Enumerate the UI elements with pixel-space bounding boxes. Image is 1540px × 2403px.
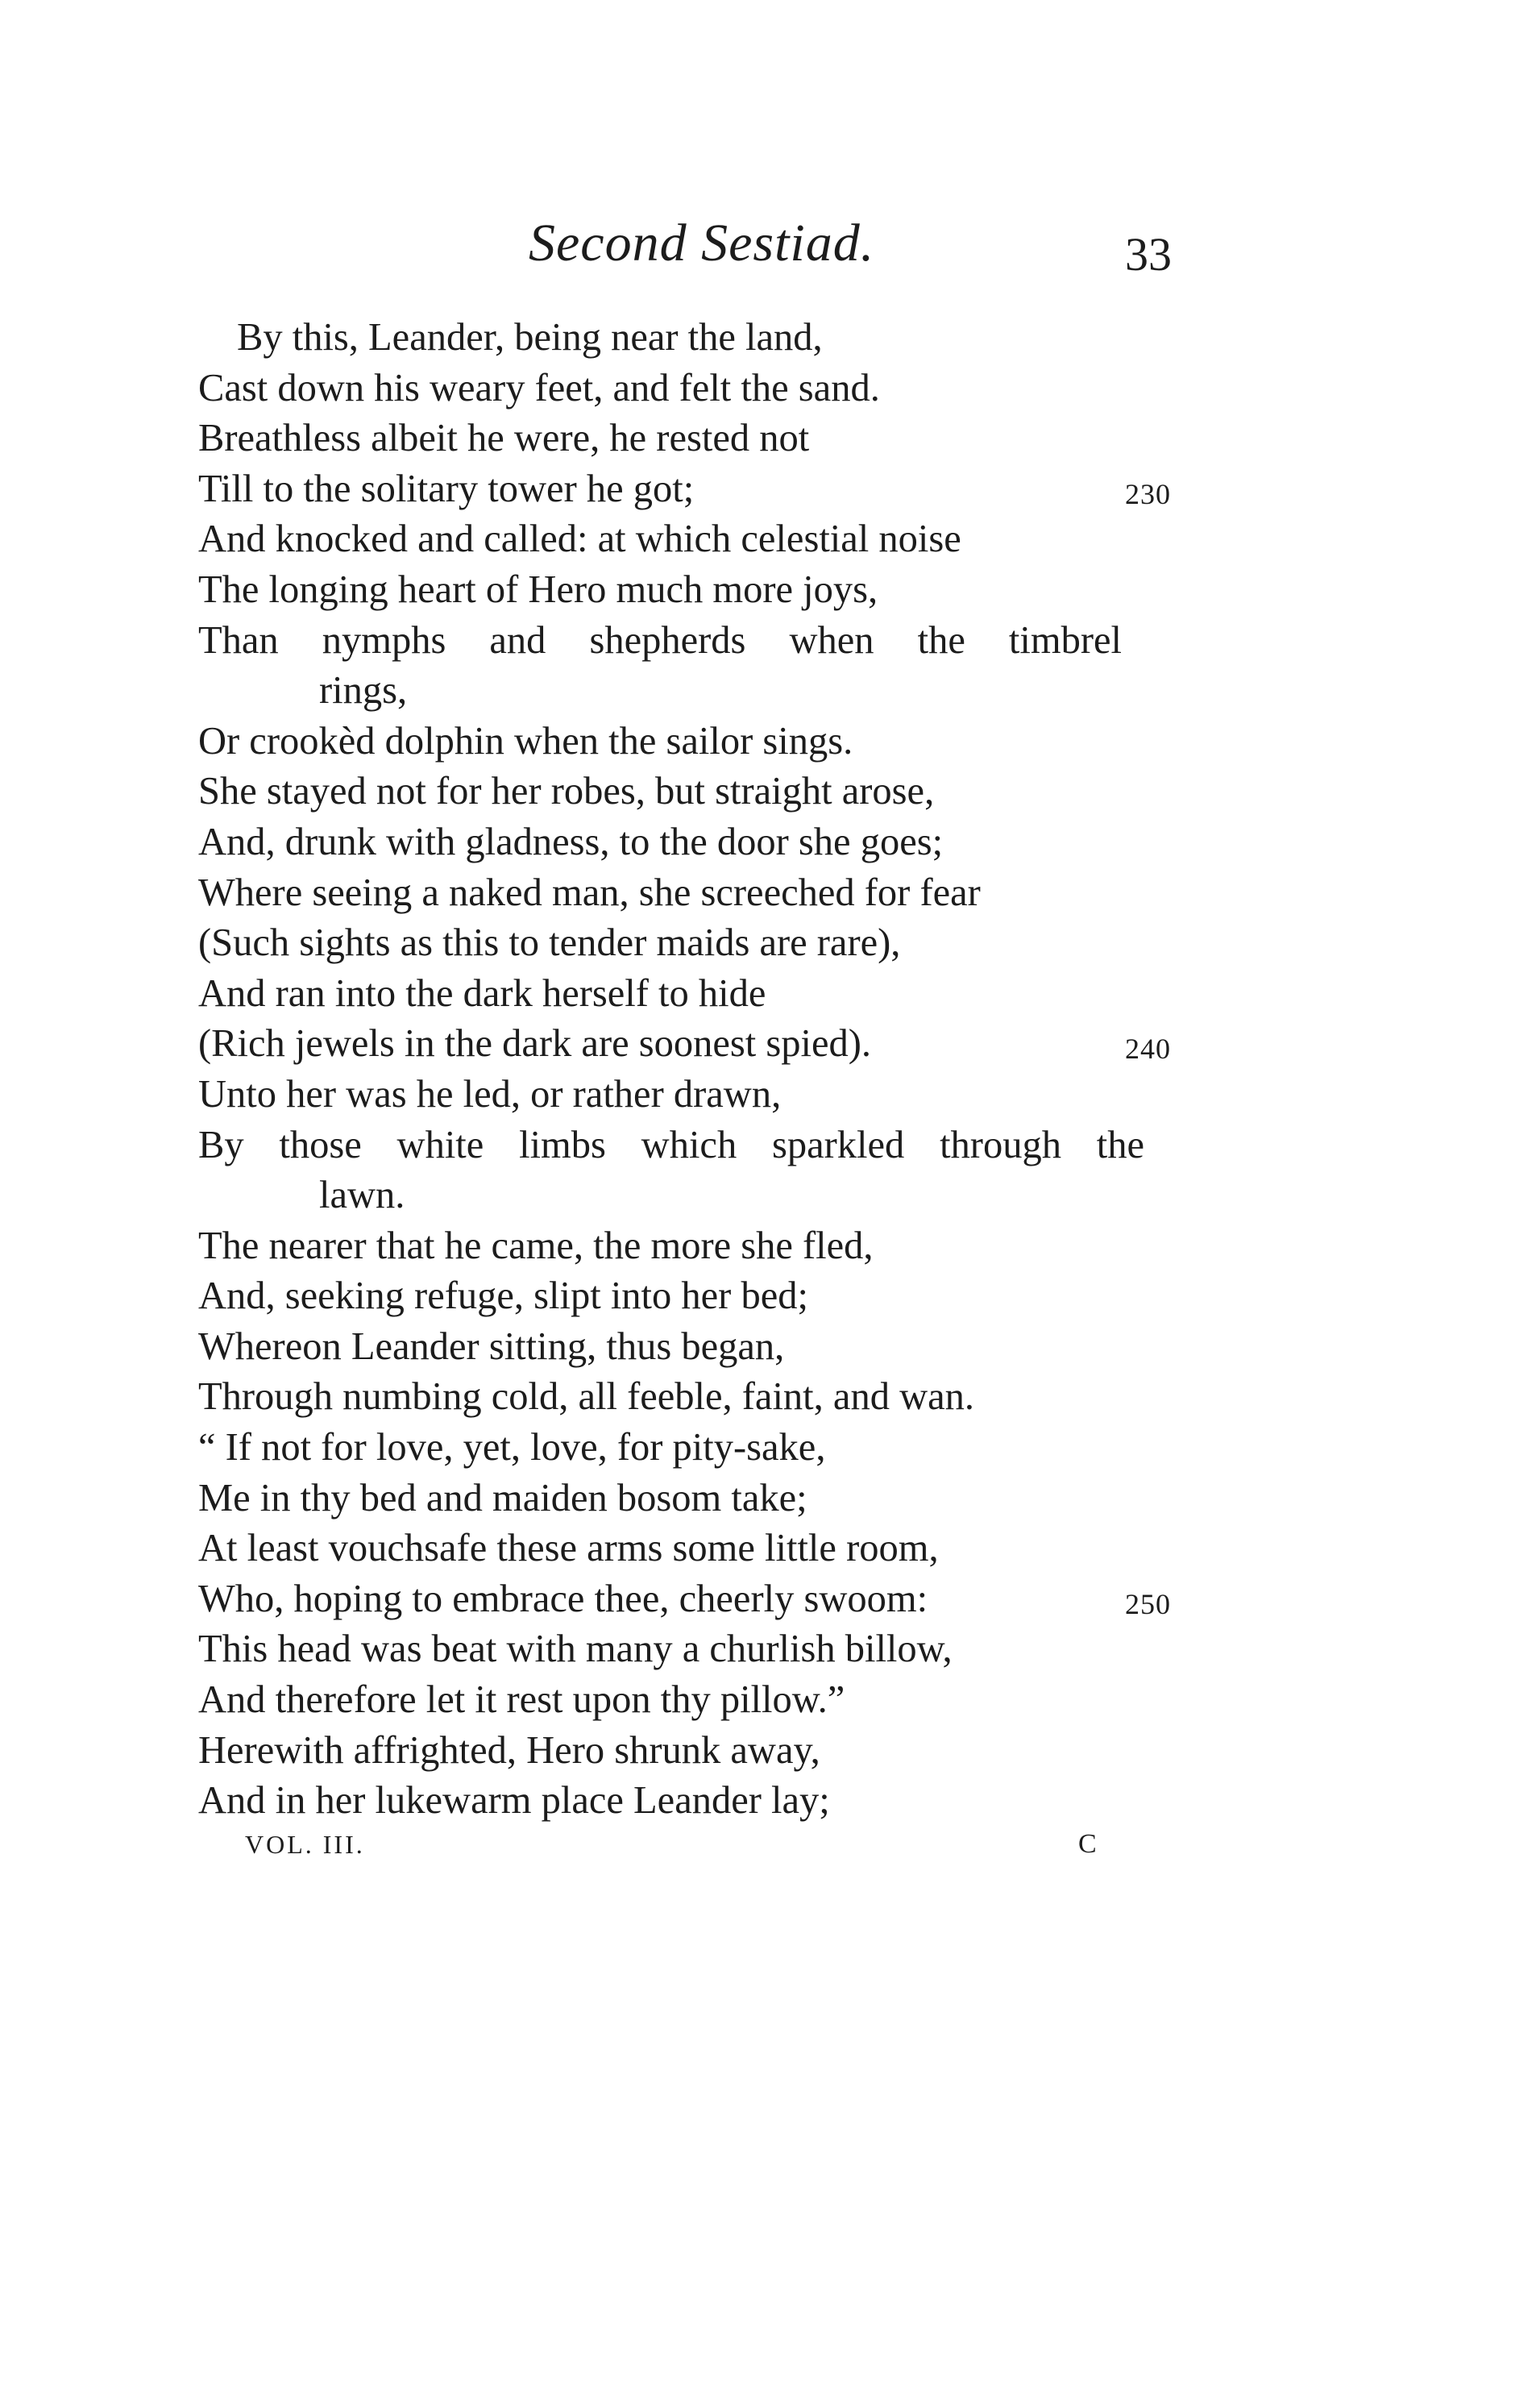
- verse-line: [198, 1574, 1189, 1625]
- verse-line-text: The longing heart of Hero much more joys,: [198, 567, 878, 611]
- running-head: [0, 211, 1540, 281]
- verse-line-text: She stayed not for her robes, but straight arose,: [198, 770, 935, 813]
- verse-line-text: Whereon Leander sitting, thus began,: [198, 1324, 785, 1368]
- verse-line-text: Than nymphs and shepherds when the timbrel: [198, 618, 1122, 662]
- verse-line-text: Through numbing cold, all feeble, faint, and wan.: [198, 1375, 974, 1419]
- verse-line: [198, 414, 1189, 464]
- line-number: 240: [1125, 1033, 1171, 1066]
- volume-signature: VOL. III.: [245, 1830, 365, 1859]
- verse-line: [198, 1120, 1189, 1171]
- verse-line: [198, 918, 1189, 969]
- verse-line: [198, 1726, 1189, 1777]
- verse-line-continuation: [198, 666, 1189, 717]
- verse-line-continuation: [198, 1170, 1189, 1221]
- verse-line-text: And, seeking refuge, slipt into her bed;: [198, 1274, 808, 1318]
- verse-line: [198, 767, 1189, 817]
- verse-line-text: (Rich jewels in the dark are soonest spied).: [198, 1022, 872, 1066]
- verse-line: [198, 1322, 1189, 1373]
- verse-line: [198, 1019, 1189, 1070]
- verse-line: [198, 1070, 1189, 1120]
- verse-line-text: Me in thy bed and maiden bosom take;: [198, 1476, 807, 1520]
- verse-line: [198, 616, 1189, 667]
- verse-line-text: And in her lukewarm place Leander lay;: [198, 1779, 830, 1823]
- verse-line: [198, 1221, 1189, 1272]
- page-number: 33: [1125, 228, 1172, 281]
- verse-line-text: Till to the solitary tower he got;: [198, 467, 695, 510]
- verse-line-text: Or crookèd dolphin when the sailor sings.: [198, 719, 853, 763]
- verse-line-text: Breathless albeit he were, he rested not: [198, 417, 810, 460]
- verse-line-text: lawn.: [319, 1174, 405, 1217]
- page-footer: [0, 1820, 1540, 1869]
- verse-line-text: Unto her was he led, or rather drawn,: [198, 1072, 782, 1116]
- verse-line: [198, 1423, 1189, 1474]
- verse-line: [198, 817, 1189, 868]
- verse-line-text: And ran into the dark herself to hide: [198, 971, 766, 1015]
- verse-line-text: (Such sights as this to tender maids are rare),: [198, 921, 901, 965]
- verse-block: [198, 313, 1189, 1827]
- verse-line-text: Who, hoping to embrace thee, cheerly swoom:: [198, 1577, 928, 1620]
- verse-line: [198, 1675, 1189, 1726]
- verse-line-text: “ If not for love, yet, love, for pity-sake,: [198, 1426, 826, 1470]
- verse-line: [198, 1624, 1189, 1675]
- verse-line: [198, 969, 1189, 1020]
- verse-line: [198, 514, 1189, 565]
- verse-line: [198, 868, 1189, 919]
- verse-line-text: Herewith affrighted, Hero shrunk away,: [198, 1728, 820, 1772]
- verse-line-text: At least vouchsafe these arms some little room,: [198, 1527, 939, 1570]
- verse-line-text: Cast down his weary feet, and felt the sand.: [198, 366, 880, 410]
- verse-line-text: rings,: [319, 669, 408, 713]
- verse-line-text: This head was beat with many a churlish billow,: [198, 1628, 953, 1671]
- verse-line: [198, 1474, 1189, 1524]
- verse-line: [198, 1524, 1189, 1574]
- running-title: Second Sestiad.: [529, 214, 875, 272]
- verse-line-text: Where seeing a naked man, she screeched for fear: [198, 871, 981, 914]
- gathering-mark: C: [1078, 1829, 1097, 1859]
- verse-line: [198, 1271, 1189, 1322]
- verse-line: [198, 313, 1189, 364]
- verse-line-text: The nearer that he came, the more she fled,: [198, 1224, 874, 1267]
- verse-line-text: And therefore let it rest upon thy pillow.”: [198, 1678, 845, 1722]
- verse-line: [198, 565, 1189, 616]
- verse-line-text: By those white limbs which sparkled through the: [198, 1123, 1144, 1166]
- verse-line-text: And knocked and called: at which celestial noise: [198, 518, 961, 561]
- line-number: 230: [1125, 477, 1171, 510]
- verse-line: [198, 464, 1189, 515]
- verse-line: [198, 717, 1189, 767]
- verse-line: [198, 1372, 1189, 1423]
- verse-line: [198, 364, 1189, 414]
- line-number: 250: [1125, 1587, 1171, 1620]
- verse-line-text: By this, Leander, being near the land,: [237, 316, 823, 359]
- verse-line-text: And, drunk with gladness, to the door she goes;: [198, 820, 944, 863]
- verse-line: [198, 1776, 1189, 1827]
